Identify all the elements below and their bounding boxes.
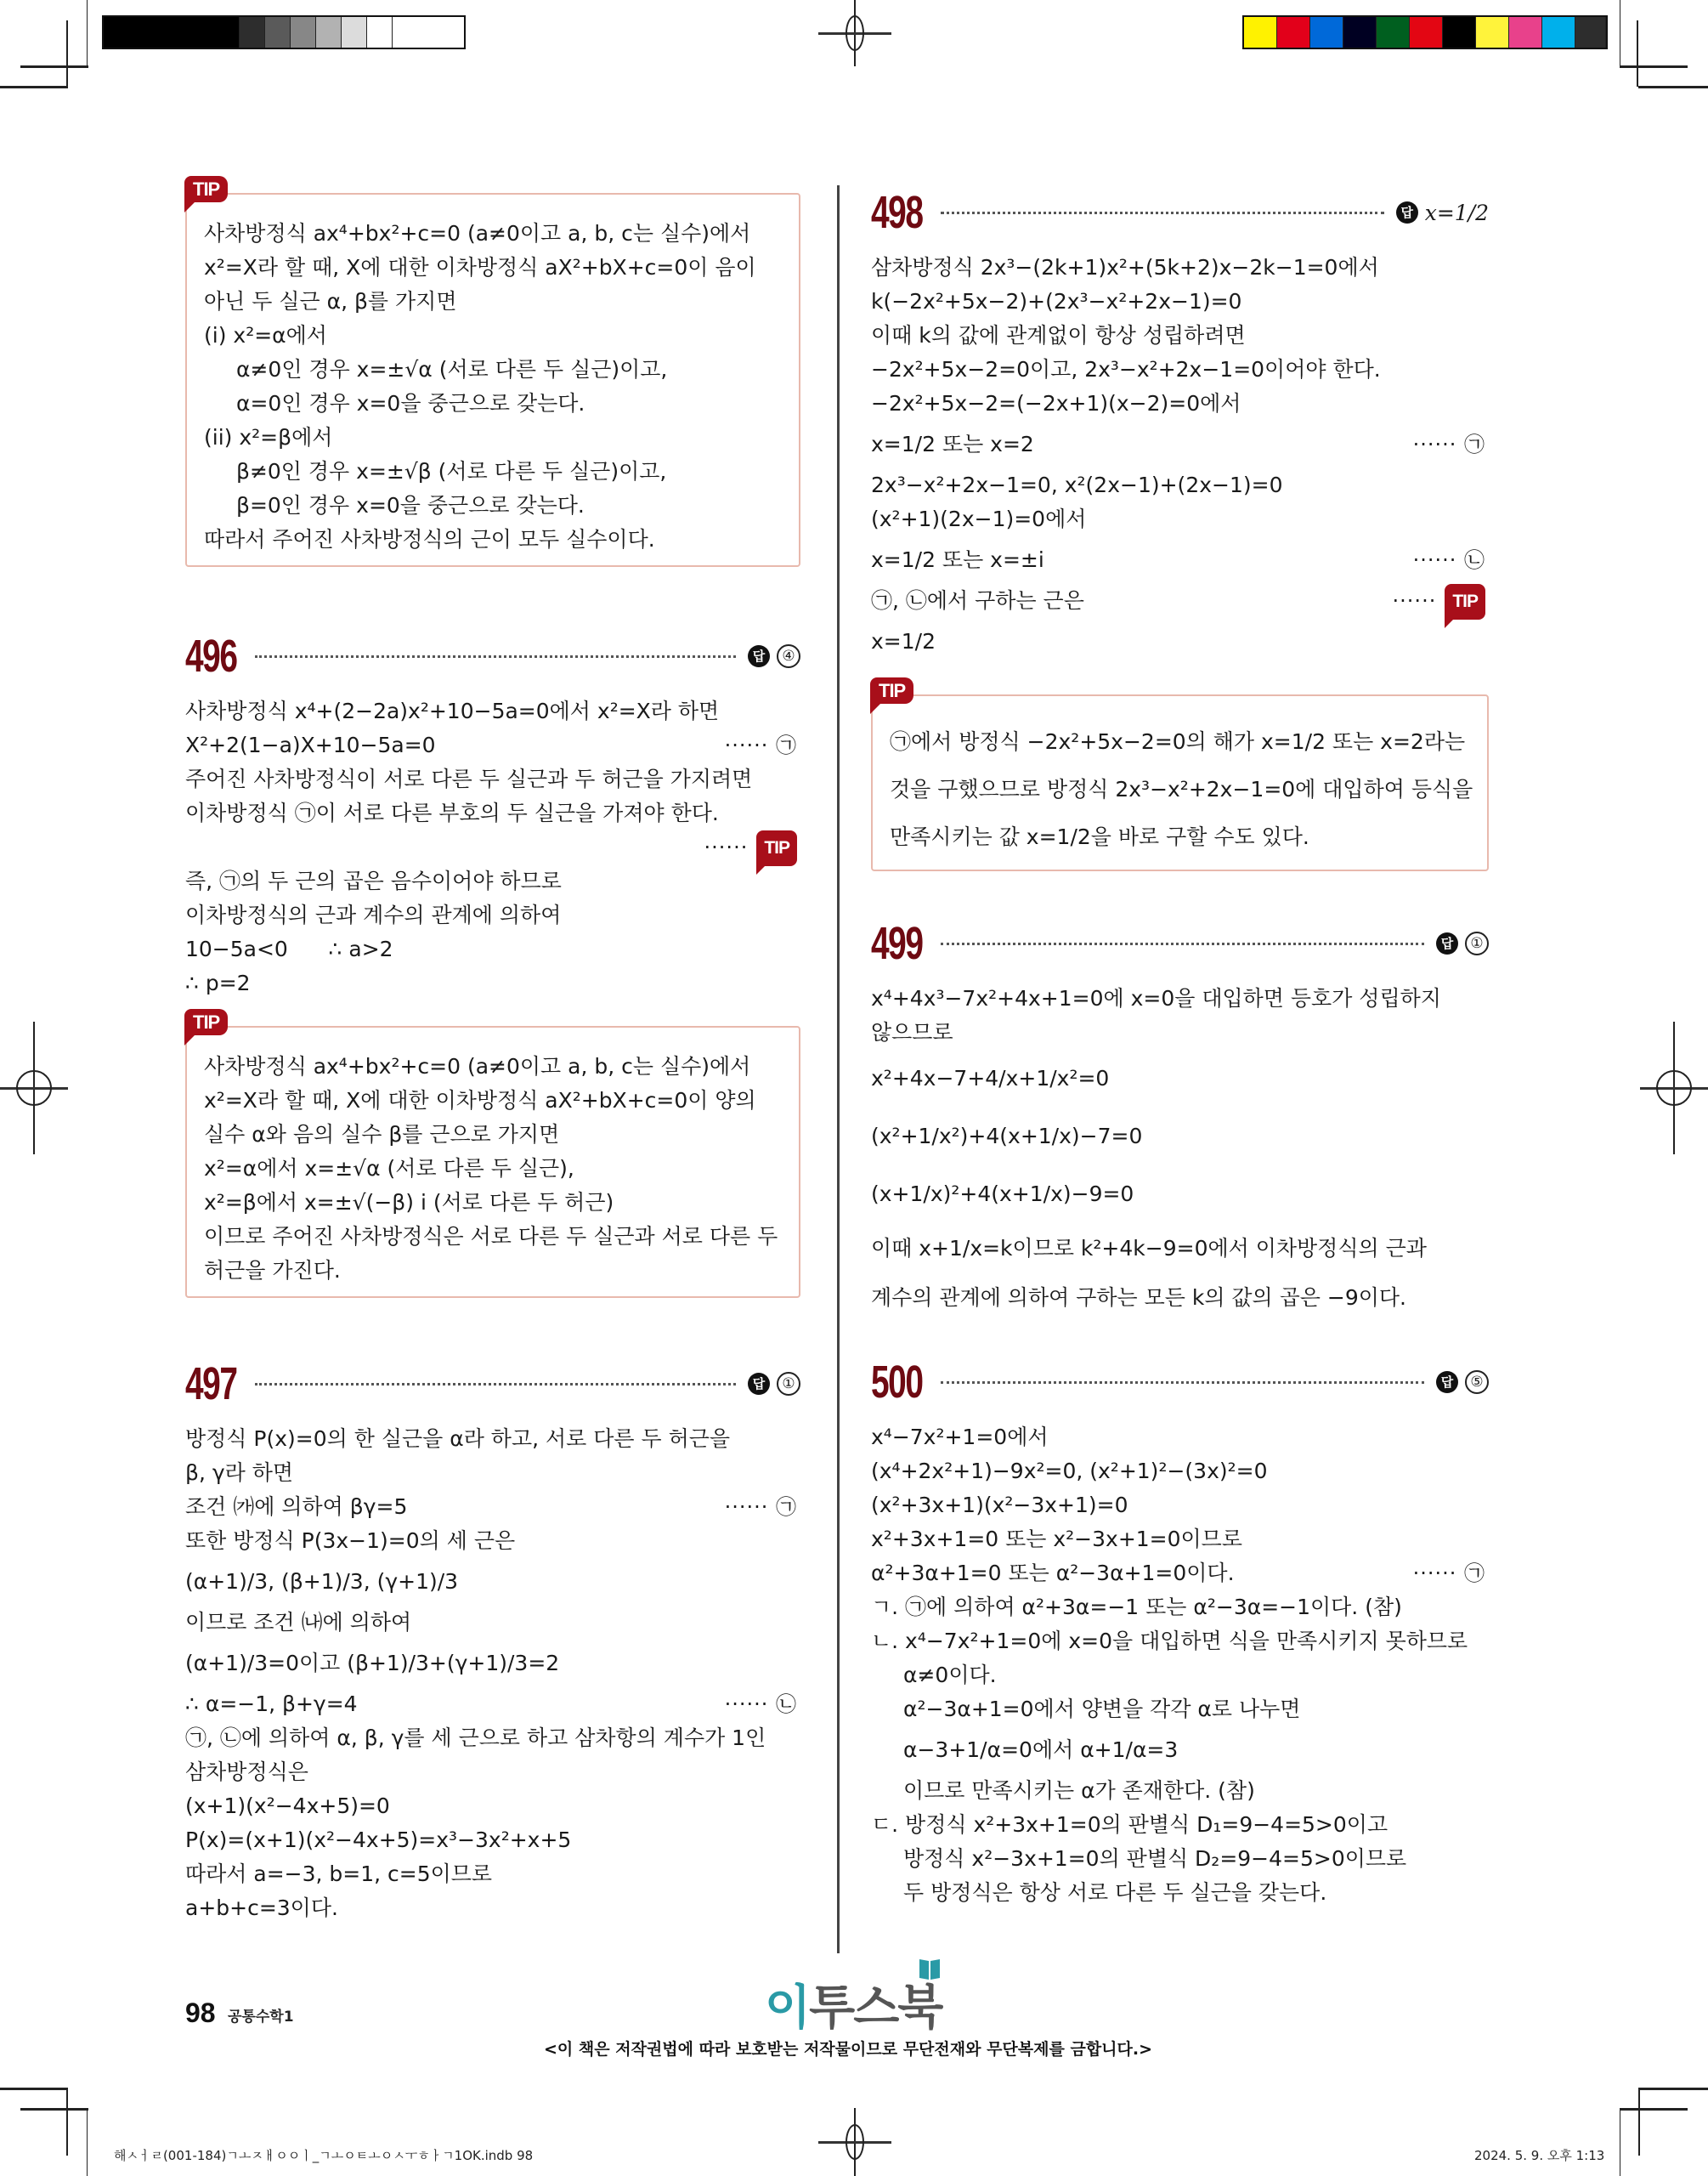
text-line: 따라서 주어진 사차방정식의 근이 모두 실수이다.: [204, 527, 655, 552]
leader-dots: ······: [1392, 589, 1437, 613]
text-line: −2x²+5x−2=(−2x+1)(x−2)=0에서: [871, 391, 1241, 416]
answer-icon: 답: [748, 1373, 770, 1395]
text-line: 방정식 P(x)=0의 한 실근을 α라 하고, 서로 다른 두 허근을: [185, 1426, 731, 1451]
text-line: 즉, ㉠의 두 근의 곱은 음수이어야 하므로: [185, 869, 562, 893]
tip-badge: TIP: [184, 176, 228, 202]
answer-value: ①: [777, 1372, 800, 1396]
text-line: [871, 421, 1489, 468]
tip-badge: TIP: [870, 677, 913, 704]
equation: ∴ α=−1, β+γ=4: [185, 1692, 358, 1716]
leader-dots: ······: [724, 734, 769, 757]
problem-496-header: [185, 626, 800, 686]
text-line: β, γ라 하면: [185, 1460, 294, 1485]
answer-icon: 답: [1436, 932, 1458, 955]
fraction-line: (x+1/x)²+4(x+1/x)−9=0: [871, 1182, 1134, 1206]
crop-mark: [87, 0, 88, 66]
logo-part-1: 이: [765, 1980, 810, 2036]
text-line: ㉠, ㉡에 의하여 α, β, γ를 세 근으로 하고 삼차항의 계수가 1인: [185, 1726, 766, 1750]
text-line: x=1/2: [871, 629, 936, 654]
grayscale-bar: [102, 15, 466, 49]
text-line: 만족시키는 값 x=1/2을 바로 구할 수도 있다.: [890, 824, 1309, 849]
circled-label: ㉠: [776, 734, 797, 757]
text-line: 허근을 가진다.: [204, 1258, 341, 1283]
text-line: β=0인 경우 x=0을 중근으로 갖는다.: [236, 493, 585, 518]
leader-dots: ······: [1412, 433, 1457, 456]
list-item-giyeok: ㄱ. ㉠에 의하여 α²+3α=−1 또는 α²−3α=−1이다. (참): [871, 1595, 1402, 1619]
text-line: [871, 536, 1489, 584]
crop-mark: [1620, 2108, 1688, 2111]
text-line: 이차방정식의 근과 계수의 관계에 의하여: [185, 903, 562, 927]
problem-498-header: [871, 183, 1489, 242]
leader-dots: ······: [724, 1692, 769, 1716]
registration-mark: [818, 2108, 891, 2176]
answer-icon: 답: [748, 645, 770, 667]
text-line: α≠0인 경우 x=±√α (서로 다른 두 실근)이고,: [236, 357, 668, 382]
text-line: 것을 구했으므로 방정식 2x³−x²+2x−1=0에 대입하여 등식을: [890, 777, 1473, 802]
answer-value: ①: [1465, 932, 1489, 955]
crop-mark: [66, 2088, 68, 2156]
text-line: 주어진 사차방정식이 서로 다른 두 실근과 두 허근을 가지려면: [185, 767, 753, 791]
publisher-logo: [765, 1970, 942, 2038]
leader-dots: ······: [1412, 1561, 1457, 1585]
answer: [1436, 1370, 1489, 1394]
dot-leader: [941, 943, 1424, 945]
answer: [748, 644, 800, 668]
text-line: 이차방정식 ㉠이 서로 다른 부호의 두 실근을 가져야 한다.: [185, 801, 719, 825]
text-line: x²+3x+1=0 또는 x²−3x+1=0이므로: [871, 1527, 1242, 1551]
problem-500-header: [871, 1352, 1489, 1412]
leader-dots: ······: [724, 1495, 769, 1519]
crop-mark: [1638, 2088, 1640, 2156]
ref-mark: [725, 1490, 797, 1524]
text-line: x⁴+4x³−7x²+4x+1=0에 x=0을 대입하면 등호가 성립하지: [871, 986, 1441, 1011]
text-line: α=0인 경우 x=0을 중근으로 갖는다.: [236, 391, 585, 416]
leader-dots: ······: [1412, 548, 1457, 572]
crop-mark: [20, 2108, 88, 2111]
text-line: 사차방정식 ax⁴+bx²+c=0 (a≠0이고 a, b, c는 실수)에서: [204, 221, 751, 246]
fraction-line: (α+1)/3=0이고 (β+1)/3+(γ+1)/3=2: [185, 1651, 560, 1675]
tip-badge: TIP: [756, 830, 797, 866]
fraction-line: α−3+1/α=0에서 α+1/α=3: [903, 1737, 1179, 1762]
equation: α²+3α+1=0 또는 α²−3α+1=0이다.: [871, 1561, 1235, 1585]
text-line: P(x)=(x+1)(x²−4x+5)=x³−3x²+x+5: [185, 1828, 572, 1852]
column-divider: [837, 185, 840, 1953]
answer-value: ④: [777, 644, 800, 668]
text-line: (x²+1)(2x−1)=0에서: [871, 507, 1087, 531]
text-line: 이므로 조건 ㈏에 의하여: [185, 1610, 412, 1635]
crop-mark: [1638, 2088, 1708, 2090]
dot-leader: [255, 1383, 736, 1386]
file-slug: 해ㅅㅓㄹ(001-184)ㄱㅗㅈㅐㅇㅇㅣ_ㄱㅗㅇㅌㅗㅇㅅㅜㅎㅏㄱ1OK.indb 98: [114, 2148, 534, 2163]
text-line: [871, 584, 1489, 618]
dot-leader: [941, 1381, 1424, 1384]
text-line: 이때 x+1/x=k이므로 k²+4k−9=0에서 이차방정식의 근과: [871, 1236, 1427, 1261]
text-line: k(−2x²+5x−2)+(2x³−x²+2x−1)=0: [871, 289, 1242, 314]
text-line: α≠0이다.: [903, 1663, 997, 1687]
problem-497-header: [185, 1354, 800, 1414]
text-line: x²=X라 할 때, X에 대한 이차방정식 aX²+bX+c=0이 양의: [204, 1088, 756, 1113]
answer: [1436, 932, 1489, 955]
problem-number: 496: [185, 631, 237, 682]
tip-badge: TIP: [1445, 584, 1485, 620]
text-line: x⁴−7x²+1=0에서: [871, 1425, 1049, 1449]
text-line: (x⁴+2x²+1)−9x²=0, (x²+1)²−(3x)²=0: [871, 1459, 1268, 1483]
text-line: [185, 1687, 800, 1721]
tip-ref: [1393, 584, 1485, 620]
text-line: 계수의 관계에 의하여 구하는 모든 k의 값의 곱은 −9이다.: [871, 1285, 1407, 1310]
circled-label: ㉠: [1464, 1561, 1485, 1585]
answer: [1396, 201, 1489, 225]
text-line: 이므로 주어진 사차방정식은 서로 다른 두 실근과 서로 다른 두: [204, 1224, 778, 1249]
answer-value: x=1/2: [1424, 200, 1489, 225]
fraction-line: (α+1)/3, (β+1)/3, (γ+1)/3: [185, 1569, 459, 1594]
equation: x=1/2 또는 x=2: [871, 432, 1034, 456]
text-line: −2x²+5x−2=0이고, 2x³−x²+2x−1=0이어야 한다.: [871, 357, 1381, 382]
text-line: 사차방정식 x⁴+(2−2a)x²+10−5a=0에서 x²=X라 하면: [185, 699, 720, 723]
copyright-notice: <이 책은 저작권법에 따라 보호받는 저작물이므로 무단전재와 무단복제를 금합니다.>: [544, 2040, 1153, 2059]
answer-value: ⑤: [1465, 1370, 1489, 1394]
tip-box: [871, 680, 1489, 871]
list-item-digeut: ㄷ. 방정식 x²+3x+1=0의 판별식 D₁=9−4=5>0이고: [871, 1812, 1388, 1837]
fraction-line: x²+4x−7+4/x+1/x²=0: [871, 1066, 1110, 1091]
text-line: 이때 k의 값에 관계없이 항상 성립하려면: [871, 323, 1246, 348]
text-line: 또한 방정식 P(3x−1)=0의 세 근은: [185, 1528, 516, 1553]
circled-label: ㉡: [1464, 548, 1485, 572]
problem-number: 500: [871, 1357, 923, 1408]
crop-mark: [87, 2108, 88, 2176]
logo-part-2: 투스북: [809, 1980, 942, 2036]
tip-box: [185, 1012, 800, 1298]
answer-icon: 답: [1396, 201, 1418, 224]
tip-badge: TIP: [184, 1009, 228, 1035]
ref-mark: [1413, 421, 1485, 468]
text-line: [185, 1490, 800, 1524]
crop-mark: [0, 2088, 68, 2090]
dot-leader: [941, 212, 1384, 214]
text-line: [185, 830, 800, 864]
text-line: a+b+c=3이다.: [185, 1896, 338, 1920]
answer: [748, 1372, 800, 1396]
registration-mark: [1640, 1022, 1708, 1154]
text-line: x²=X라 할 때, X에 대한 이차방정식 aX²+bX+c=0이 음이: [204, 255, 756, 280]
answer-icon: 답: [1436, 1371, 1458, 1393]
text-line: 사차방정식 ax⁴+bx²+c=0 (a≠0이고 a, b, c는 실수)에서: [204, 1054, 751, 1079]
crop-mark: [1637, 20, 1638, 87]
equation: 조건 ㈎에 의하여 βγ=5: [185, 1494, 408, 1519]
text-line: (i) x²=α에서: [204, 323, 327, 348]
tip-box: [185, 178, 800, 567]
text-line: 방정식 x²−3x+1=0의 판별식 D₂=9−4=5>0이므로: [903, 1846, 1407, 1871]
crop-mark: [66, 20, 68, 87]
left-column: [185, 178, 800, 1925]
crop-mark: [20, 65, 88, 68]
crop-mark: [1620, 65, 1688, 68]
text-line: x²=β에서 x=±√(−β) i (서로 다른 두 허근): [204, 1190, 614, 1215]
text-line: [185, 728, 800, 762]
text-line: 이므로 만족시키는 α가 존재한다. (참): [903, 1778, 1255, 1803]
circled-label: ㉡: [776, 1692, 797, 1716]
tip-ref: [704, 830, 797, 866]
registration-mark: [0, 1022, 68, 1154]
problem-number: 497: [185, 1358, 237, 1409]
text-line: (x²+3x+1)(x²−3x+1)=0: [871, 1493, 1128, 1517]
text-line: 아닌 두 실근 α, β를 가지면: [204, 289, 457, 314]
text-line: (ii) x²=β에서: [204, 425, 333, 450]
text-line: α²−3α+1=0에서 양변을 각각 α로 나누면: [903, 1697, 1301, 1721]
right-column: [871, 183, 1489, 1910]
ref-mark: [725, 1687, 797, 1721]
problem-number: 499: [871, 918, 923, 969]
equation: X²+2(1−a)X+10−5a=0: [185, 733, 436, 757]
leader-dots: ······: [704, 836, 749, 859]
equation: x=1/2 또는 x=±i: [871, 547, 1044, 572]
text-line: 두 방정식은 항상 서로 다른 두 실근을 갖는다.: [903, 1880, 1327, 1905]
text-line: (x+1)(x²−4x+5)=0: [185, 1794, 390, 1818]
text-line: 삼차방정식 2x³−(2k+1)x²+(5k+2)x−2k−1=0에서: [871, 255, 1379, 280]
print-date: 2024. 5. 9. 오후 1:13: [1474, 2148, 1605, 2163]
circled-label: ㉠: [776, 1495, 797, 1519]
color-bar: [1242, 15, 1608, 49]
book-title: 공통수학1: [228, 2009, 294, 2026]
text-line: 삼차방정식은: [185, 1760, 308, 1784]
ref-mark: [725, 728, 797, 762]
list-item-nieun: ㄴ. x⁴−7x²+1=0에 x=0을 대입하면 식을 만족시키지 못하므로: [871, 1629, 1468, 1653]
dot-leader: [255, 655, 736, 658]
problem-499-header: [871, 914, 1489, 973]
problem-number: 498: [871, 187, 923, 238]
equation: ㉠, ㉡에서 구하는 근은: [871, 588, 1084, 613]
crop-mark: [0, 86, 68, 88]
text-line: [871, 1556, 1489, 1590]
text-line: 10−5a<0 ∴ a>2: [185, 937, 393, 961]
text-line: 않으므로: [871, 1020, 953, 1045]
text-line: x²=α에서 x=±√α (서로 다른 두 실근),: [204, 1156, 574, 1181]
circled-label: ㉠: [1464, 433, 1485, 456]
text-line: ∴ p=2: [185, 971, 251, 995]
text-line: β≠0인 경우 x=±√β (서로 다른 두 실근)이고,: [236, 459, 667, 484]
fraction-line: (x²+1/x²)+4(x+1/x)−7=0: [871, 1124, 1143, 1148]
ref-mark: [1413, 536, 1485, 584]
text-line: 2x³−x²+2x−1=0, x²(2x−1)+(2x−1)=0: [871, 473, 1283, 497]
registration-mark: [818, 0, 891, 66]
crop-mark: [1638, 86, 1708, 88]
text-line: 따라서 a=−3, b=1, c=5이므로: [185, 1862, 493, 1886]
text-line: ㉠에서 방정식 −2x²+5x−2=0의 해가 x=1/2 또는 x=2라는: [890, 729, 1466, 754]
ref-mark: [1413, 1556, 1485, 1590]
text-line: 실수 α와 음의 실수 β를 근으로 가지면: [204, 1122, 560, 1147]
page-number: 98: [185, 1998, 216, 2028]
